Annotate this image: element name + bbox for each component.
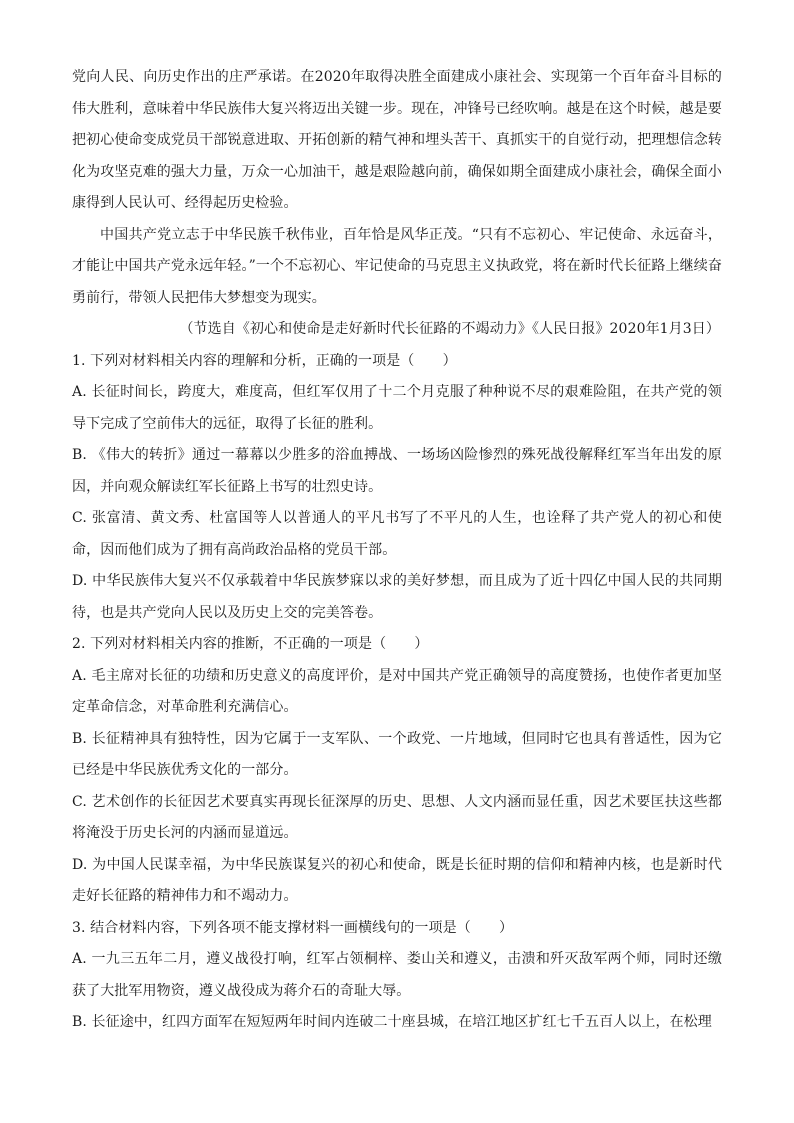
question-1 xyxy=(72,346,722,630)
question-1-option-a: A. 长征时间长，跨度大，难度高，但红军仅用了十二个月克服了种种说不尽的艰难险阻，在共产党的领导下完成了空前伟大的远征，取得了长征的胜利。 xyxy=(72,384,722,432)
question-2-stem: 2. 下列对材料相关内容的推断，不正确的一项是（ ） xyxy=(72,636,429,652)
question-1-option-b: B. 《伟大的转折》通过一幕幕以少胜多的浴血搏战、一场场凶险惨烈的殊死战役解释红军当年出发的原因，并向观众解读红军长征路上书写的壮烈史诗。 xyxy=(72,447,722,495)
question-1-option-d: D. 中华民族伟大复兴不仅承载着中华民族梦寐以求的美好梦想，而且成为了近十四亿中国人民的共同期待，也是共产党向人民以及历史上交的完美答卷。 xyxy=(72,573,722,621)
question-3-stem: 3. 结合材料内容，下列各项不能支撑材料一画横线句的一项是（ ） xyxy=(72,919,514,936)
question-2-option-d: D. 为中国人民谋幸福，为中华民族谋复兴的初心和使命，既是长征时期的信仰和精神内核，也是新时代走好长征路的精神伟力和不竭动力。 xyxy=(72,856,722,904)
passage-source: （节选自《初心和使命是走好新时代长征路的不竭动力》《人民日报》2020年1月3日） xyxy=(179,321,720,337)
question-2-option-b: B. 长征精神具有独特性，因为它属于一支军队、一个政党、一片地域，但同时它也具有普适性，因为它已经是中华民族优秀文化的一部分。 xyxy=(72,730,722,778)
question-2 xyxy=(72,629,722,913)
question-3-option-b: B. 长征途中，红四方面军在短短两年时间内连破二十座县城，在培江地区扩红七千五百人以上，在松理 xyxy=(72,1014,712,1030)
passage-paragraph-1: 党向人民、向历史作出的庄严承诺。在2020年取得决胜全面建成小康社会、实现第一个百年奋斗目标的伟大胜利，意味着中华民族伟大复兴将迈出关键一步。现在，冲锋号已经吹响。越是在这个时候，越是要把初心使命变成党员干部锐意进取、开拓创新的精气神和埋头苦干、真抓实干的自觉行动，把理想信念转化为攻坚克难的强大力量，万众一心加油干，越是艰险越向前，确保如期全面建成小康社会，确保全面小康得到人民认可、经得起历史检验。 xyxy=(72,69,722,211)
question-2-option-a: A. 毛主席对长征的功绩和历史意义的高度评价，是对中国共产党正确领导的高度赞扬，也使作者更加坚定革命信念，对革命胜利充满信心。 xyxy=(72,667,722,715)
passage-paragraph-2: 中国共产党立志于中华民族千秋伟业，百年恰是风华正茂。“只有不忘初心、牢记使命、永远奋斗，才能让中国共产党永远年轻。”一个不忘初心、牢记使命的马克思主义执政党，将在新时代长征路上继续奋勇前行，带领人民把伟大梦想变为现实。 xyxy=(72,226,722,306)
question-3 xyxy=(72,913,722,1039)
question-2-option-c: C. 艺术创作的长征因艺术要真实再现长征深厚的历史、思想、人文内涵而显任重，因艺术要匡扶这些都将淹没于历史长河的内涵而显道远。 xyxy=(72,793,722,841)
question-1-option-c: C. 张富清、黄文秀、杜富国等人以普通人的平凡书写了不平凡的人生，也诠释了共产党人的初心和使命，因而他们成为了拥有高尚政治品格的党员干部。 xyxy=(72,510,722,558)
question-3-option-a: A. 一九三五年二月，遵义战役打响，红军占领桐梓、娄山关和遵义，击溃和歼灭敌军两个师，同时还缴获了大批军用物资，遵义战役成为蒋介石的奇耻大辱。 xyxy=(72,951,722,999)
question-1-stem: 1. 下列对材料相关内容的理解和分析，正确的一项是（ ） xyxy=(72,352,457,369)
document-page xyxy=(72,62,722,1039)
